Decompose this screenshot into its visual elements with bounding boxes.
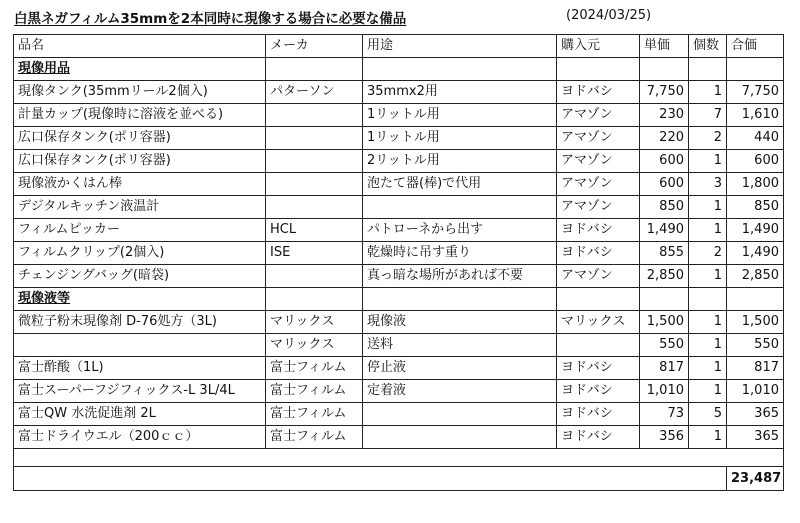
cell-item-name: 富士酢酸（1L) — [14, 357, 266, 380]
cell-quantity: 3 — [689, 173, 727, 196]
header-subtotal: 合価 — [727, 35, 784, 58]
cell-vendor: ヨドバシ — [557, 242, 640, 265]
cell-maker: 富士フィルム — [266, 426, 363, 449]
cell-unit-price: 356 — [640, 426, 689, 449]
cell-unit-price: 817 — [640, 357, 689, 380]
cell-purpose — [363, 403, 557, 426]
cell-purpose: 1リットル用 — [363, 104, 557, 127]
cell-subtotal: 550 — [727, 334, 784, 357]
section-row — [14, 58, 784, 81]
cell-vendor: アマゾン — [557, 104, 640, 127]
cell-quantity: 1 — [689, 219, 727, 242]
total-label-cell — [14, 467, 727, 491]
cell-quantity: 1 — [689, 334, 727, 357]
cell-purpose: 泡たて器(棒)で代用 — [363, 173, 557, 196]
cell-quantity: 5 — [689, 403, 727, 426]
cell-quantity: 1 — [689, 196, 727, 219]
cell-unit-price: 230 — [640, 104, 689, 127]
spacer-cell — [14, 449, 784, 467]
header-unit-price: 単価 — [640, 35, 689, 58]
cell-vendor — [557, 334, 640, 357]
empty-cell — [689, 58, 727, 81]
cell-unit-price: 1,490 — [640, 219, 689, 242]
cell-vendor: アマゾン — [557, 127, 640, 150]
cell-purpose: 送料 — [363, 334, 557, 357]
empty-cell — [727, 288, 784, 311]
cell-subtotal: 7,750 — [727, 81, 784, 104]
document-date: (2024/03/25) — [566, 8, 652, 23]
cell-quantity: 1 — [689, 311, 727, 334]
table-row — [14, 219, 784, 242]
empty-cell — [689, 288, 727, 311]
empty-cell — [640, 288, 689, 311]
cell-item-name: 現像タンク(35mmリール2個入) — [14, 81, 266, 104]
header-quantity: 個数 — [689, 35, 727, 58]
cell-unit-price: 220 — [640, 127, 689, 150]
cell-quantity: 1 — [689, 81, 727, 104]
cell-vendor: ヨドバシ — [557, 380, 640, 403]
cell-vendor: マリックス — [557, 311, 640, 334]
cell-maker: マリックス — [266, 311, 363, 334]
cell-maker: パターソン — [266, 81, 363, 104]
cell-maker: 富士フィルム — [266, 403, 363, 426]
cell-item-name: 富士QW 水洗促進剤 2L — [14, 403, 266, 426]
table-row — [14, 104, 784, 127]
cell-item-name: 広口保存タンク(ポリ容器) — [14, 150, 266, 173]
cell-quantity: 1 — [689, 357, 727, 380]
table-row — [14, 265, 784, 288]
cell-maker: HCL — [266, 219, 363, 242]
cell-purpose: 2リットル用 — [363, 150, 557, 173]
grand-total: 23,487 — [727, 467, 784, 491]
cell-quantity: 1 — [689, 380, 727, 403]
cell-vendor: アマゾン — [557, 150, 640, 173]
cell-maker: 富士フィルム — [266, 380, 363, 403]
cell-vendor: ヨドバシ — [557, 426, 640, 449]
cell-subtotal: 1,490 — [727, 242, 784, 265]
cell-item-name: 微粒子粉末現像剤 D-76処方（3L) — [14, 311, 266, 334]
header-purpose: 用途 — [363, 35, 557, 58]
cell-unit-price: 550 — [640, 334, 689, 357]
section-row — [14, 288, 784, 311]
cell-maker: ISE — [266, 242, 363, 265]
table-row — [14, 426, 784, 449]
section-heading: 現像用品 — [14, 58, 266, 81]
cell-item-name: 計量カップ(現像時に溶液を並べる) — [14, 104, 266, 127]
table-row — [14, 242, 784, 265]
cell-quantity: 1 — [689, 150, 727, 173]
table-row — [14, 127, 784, 150]
cell-subtotal: 1,500 — [727, 311, 784, 334]
cell-purpose: 現像液 — [363, 311, 557, 334]
cell-item-name: 富士スーパーフジフィックス-L 3L/4L — [14, 380, 266, 403]
table-row — [14, 173, 784, 196]
cell-unit-price: 850 — [640, 196, 689, 219]
cell-subtotal: 1,610 — [727, 104, 784, 127]
cell-purpose — [363, 426, 557, 449]
cell-unit-price: 1,500 — [640, 311, 689, 334]
cell-vendor: アマゾン — [557, 265, 640, 288]
cell-subtotal: 365 — [727, 403, 784, 426]
cell-unit-price: 600 — [640, 150, 689, 173]
cell-quantity: 1 — [689, 265, 727, 288]
cell-unit-price: 73 — [640, 403, 689, 426]
cell-purpose: 停止液 — [363, 357, 557, 380]
cell-purpose: 1リットル用 — [363, 127, 557, 150]
cell-subtotal: 1,800 — [727, 173, 784, 196]
cell-item-name: フィルムクリップ(2個入) — [14, 242, 266, 265]
cell-item-name: 広口保存タンク(ポリ容器) — [14, 127, 266, 150]
cell-maker — [266, 127, 363, 150]
table-row — [14, 380, 784, 403]
cell-item-name — [14, 334, 266, 357]
cell-quantity: 2 — [689, 127, 727, 150]
page-title: 白黒ネガフィルム35mmを2本同時に現像する場合に必要な備品 — [14, 11, 407, 27]
empty-cell — [727, 58, 784, 81]
cell-purpose: 定着液 — [363, 380, 557, 403]
cell-subtotal: 440 — [727, 127, 784, 150]
empty-cell — [557, 288, 640, 311]
cell-quantity: 1 — [689, 426, 727, 449]
table-row — [14, 81, 784, 104]
cell-vendor: ヨドバシ — [557, 403, 640, 426]
cell-purpose: 真っ暗な場所があれば不要 — [363, 265, 557, 288]
cell-quantity: 7 — [689, 104, 727, 127]
cell-vendor: アマゾン — [557, 196, 640, 219]
cell-vendor: アマゾン — [557, 173, 640, 196]
cell-item-name: デジタルキッチン液温計 — [14, 196, 266, 219]
cell-vendor: ヨドバシ — [557, 81, 640, 104]
cell-item-name: チェンジングバッグ(暗袋) — [14, 265, 266, 288]
cell-unit-price: 1,010 — [640, 380, 689, 403]
section-heading: 現像液等 — [14, 288, 266, 311]
cell-subtotal: 850 — [727, 196, 784, 219]
cell-subtotal: 817 — [727, 357, 784, 380]
cell-purpose: パトローネから出す — [363, 219, 557, 242]
empty-cell — [640, 58, 689, 81]
equipment-table — [13, 34, 784, 491]
cell-maker: 富士フィルム — [266, 357, 363, 380]
table-row — [14, 311, 784, 334]
cell-purpose: 乾燥時に吊す重り — [363, 242, 557, 265]
table-row — [14, 357, 784, 380]
cell-unit-price: 600 — [640, 173, 689, 196]
empty-cell — [266, 58, 363, 81]
cell-unit-price: 855 — [640, 242, 689, 265]
cell-maker — [266, 104, 363, 127]
cell-maker — [266, 150, 363, 173]
cell-maker — [266, 265, 363, 288]
cell-unit-price: 2,850 — [640, 265, 689, 288]
table-row — [14, 334, 784, 357]
table-row — [14, 150, 784, 173]
header-vendor: 購入元 — [557, 35, 640, 58]
header-item-name: 品名 — [14, 35, 266, 58]
cell-subtotal: 600 — [727, 150, 784, 173]
table-row — [14, 196, 784, 219]
cell-unit-price: 7,750 — [640, 81, 689, 104]
cell-quantity: 2 — [689, 242, 727, 265]
cell-item-name: 現像液かくはん棒 — [14, 173, 266, 196]
cell-item-name: 富士ドライウエル（200ｃｃ） — [14, 426, 266, 449]
cell-subtotal: 1,490 — [727, 219, 784, 242]
cell-vendor: ヨドバシ — [557, 219, 640, 242]
cell-purpose: 35mmx2用 — [363, 81, 557, 104]
empty-cell — [363, 288, 557, 311]
total-row — [14, 467, 784, 491]
cell-maker: マリックス — [266, 334, 363, 357]
cell-item-name: フィルムピッカー — [14, 219, 266, 242]
cell-subtotal: 1,010 — [727, 380, 784, 403]
cell-maker — [266, 173, 363, 196]
cell-vendor: ヨドバシ — [557, 357, 640, 380]
header-row — [14, 35, 784, 58]
cell-subtotal: 365 — [727, 426, 784, 449]
header-maker: メーカ — [266, 35, 363, 58]
cell-maker — [266, 196, 363, 219]
empty-cell — [266, 288, 363, 311]
cell-purpose — [363, 196, 557, 219]
spacer-row — [14, 449, 784, 467]
cell-subtotal: 2,850 — [727, 265, 784, 288]
table-row — [14, 403, 784, 426]
empty-cell — [363, 58, 557, 81]
empty-cell — [557, 58, 640, 81]
